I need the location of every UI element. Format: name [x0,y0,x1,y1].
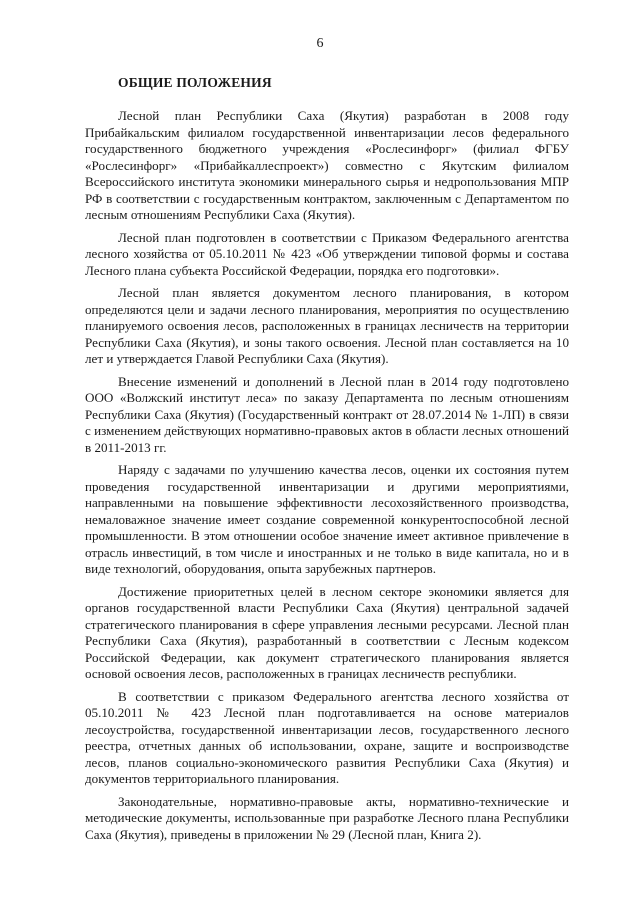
paragraph: Достижение приоритетных целей в лесном секторе экономики является для органов государственной власти Республики Саха (Якутия) центральной задачей стратегического планирования в сфере управления лесными ресурсами. Лесной план Республики Саха (Якутия), разработанный в соответствии с Лесным кодексом Российской Федерации, как документ стратегического планирования является основой освоения лесов, расположенных в границах лесничеств республики. [85,583,569,681]
paragraph: В соответствии с приказом Федерального агентства лесного хозяйства от 05.10.2011 № 423 Лесной план подготавливается на основе материалов лесоустройства, государственной инвентаризации лесов, государственного лесного реестра, отчетных данных об использовании, охране, защите и воспроизводстве лесов, планов социально-экономического развития Республики Саха (Якутия) и документов территориального планирования. [85,688,569,786]
paragraph: Внесение изменений и дополнений в Лесной план в 2014 году подготовлено ООО «Волжский институт леса» по заказу Департамента по лесным отношениям Республики Саха (Якутия) (Государственный контракт от 28.07.2014 № 1-ЛП) в связи с изменением действующих нормативно-правовых актов в области лесных отношений в 2011-2013 гг. [85,373,569,455]
paragraph: Лесной план подготовлен в соответствии с Приказом Федерального агентства лесного хозяйства от 05.10.2011 № 423 «Об утверждении типовой формы и состава Лесного плана субъекта Российской Федерации, порядка его подготовки». [85,229,569,278]
paragraph: Лесной план Республики Саха (Якутия) разработан в 2008 году Прибайкальским филиалом государственной инвентаризации лесов федерального государственного бюджетного учреждения «Рослесинфорг» (филиал ФГБУ «Рослесинфорг» «Прибайкаллеспроект») совместно с Якутским филиалом Всероссийского института экономики минерального сырья и недропользования МПР РФ в соответствии с государственным контрактом, заключенным с Департаментом по лесным отношениям Республики Саха (Якутия). [85,108,569,222]
paragraph: Наряду с задачами по улучшению качества лесов, оценки их состояния путем проведения государственной инвентаризации и другими мероприятиями, направленными на повышение эффективности лесохозяйственного производства, немаловажное значение имеет создание современной конкурентоспособной лесной промышленности. В этом отношении особое значение имеет активное привлечение в отрасль инвестиций, в том числе и иностранных и не только в виде капитала, но и в виде технологий, оборудования, опыта зарубежных партнеров. [85,462,569,576]
section-heading: ОБЩИЕ ПОЛОЖЕНИЯ [118,75,272,90]
page-number: 6 [316,36,324,51]
paragraph: Лесной план является документом лесного планирования, в котором определяются цели и задачи лесного планирования, мероприятия по осуществлению планируемого освоения лесов, расположенных в границах лесничеств на территории Республики Саха (Якутия), и зоны такого освоения. Лесной план составляется на 10 лет и утверждается Главой Республики Саха (Якутия). [85,285,569,366]
body-text [85,108,569,849]
paragraph: Законодательные, нормативно-правовые акты, нормативно-технические и методические документы, использованные при разработке Лесного плана Республики Саха (Якутия), приведены в приложении № 29 (Лесной план, Книга 2). [85,793,569,842]
